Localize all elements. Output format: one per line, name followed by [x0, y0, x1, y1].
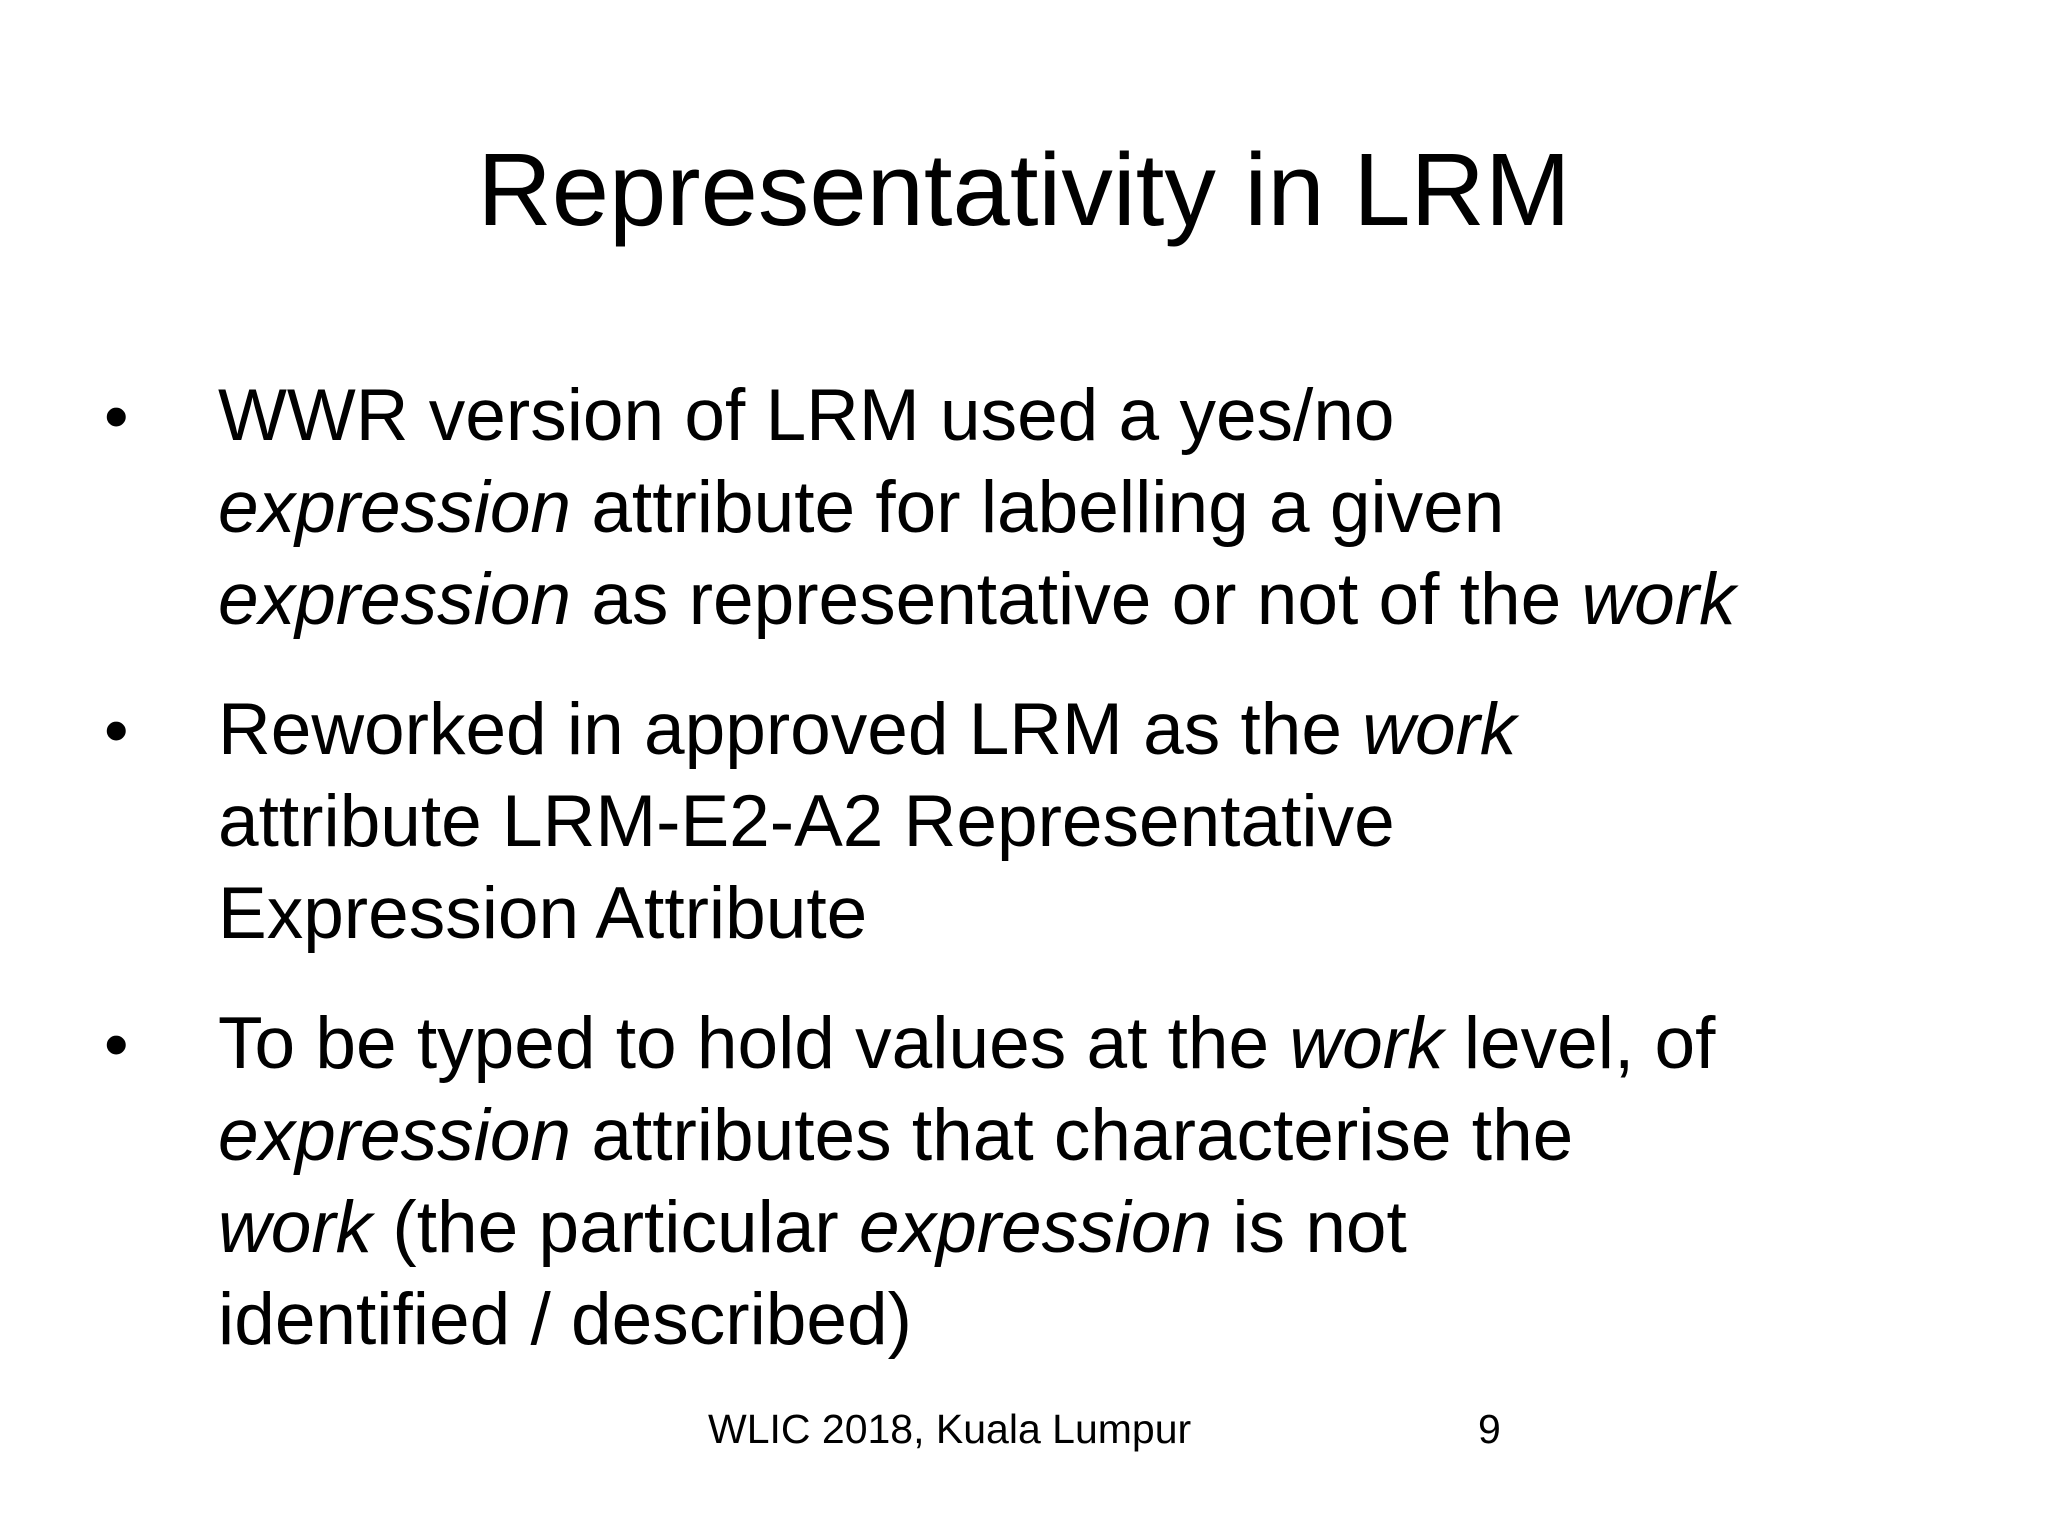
- text-run: attribute for labelling a given: [571, 467, 1505, 548]
- text-run: Reworked in approved LRM as the: [218, 689, 1363, 770]
- bullet-line: [218, 1182, 2018, 1274]
- italic-term: expression: [218, 559, 572, 640]
- slide-title: Representativity in LRM: [477, 132, 1571, 247]
- bullet-marker: •: [104, 691, 129, 769]
- bullet-line: [218, 1090, 2018, 1182]
- italic-term: work: [1581, 559, 1736, 640]
- text-run: attribute LRM-E2-A2 Representative: [218, 781, 1395, 862]
- bullet-line: [218, 998, 2018, 1090]
- bullet-text: [218, 684, 2018, 960]
- text-run: (the particular: [372, 1187, 860, 1268]
- italic-term: work: [1362, 689, 1517, 770]
- text-run: To be typed to hold values at the: [218, 1003, 1290, 1084]
- bullet-line: [218, 868, 2018, 960]
- bullet-marker: •: [104, 377, 129, 455]
- italic-term: work: [1289, 1003, 1444, 1084]
- bullet-text: [218, 370, 2018, 646]
- text-run: level, of: [1443, 1003, 1716, 1084]
- bullet-line: [218, 554, 2018, 646]
- italic-term: work: [218, 1187, 373, 1268]
- text-run: as representative or not of the: [571, 559, 1582, 640]
- bullet-line: [218, 776, 2018, 868]
- bullet-text: [218, 998, 2018, 1366]
- text-run: attributes that characterise the: [571, 1095, 1574, 1176]
- page-number: 9: [1478, 1406, 1501, 1452]
- text-run: is not: [1212, 1187, 1407, 1268]
- bullet-line: [218, 370, 2018, 462]
- text-run: Expression Attribute: [218, 873, 868, 954]
- bullet-marker: •: [104, 1005, 129, 1083]
- bullet-line: [218, 684, 2018, 776]
- text-run: WWR version of LRM used a yes/no: [218, 375, 1395, 456]
- italic-term: expression: [218, 467, 572, 548]
- bullet-line: [218, 1274, 2018, 1366]
- slide-footer: WLIC 2018, Kuala Lumpur: [708, 1406, 1192, 1452]
- italic-term: expression: [218, 1095, 572, 1176]
- bullet-line: [218, 462, 2018, 554]
- italic-term: expression: [859, 1187, 1213, 1268]
- text-run: identified / described): [218, 1279, 912, 1360]
